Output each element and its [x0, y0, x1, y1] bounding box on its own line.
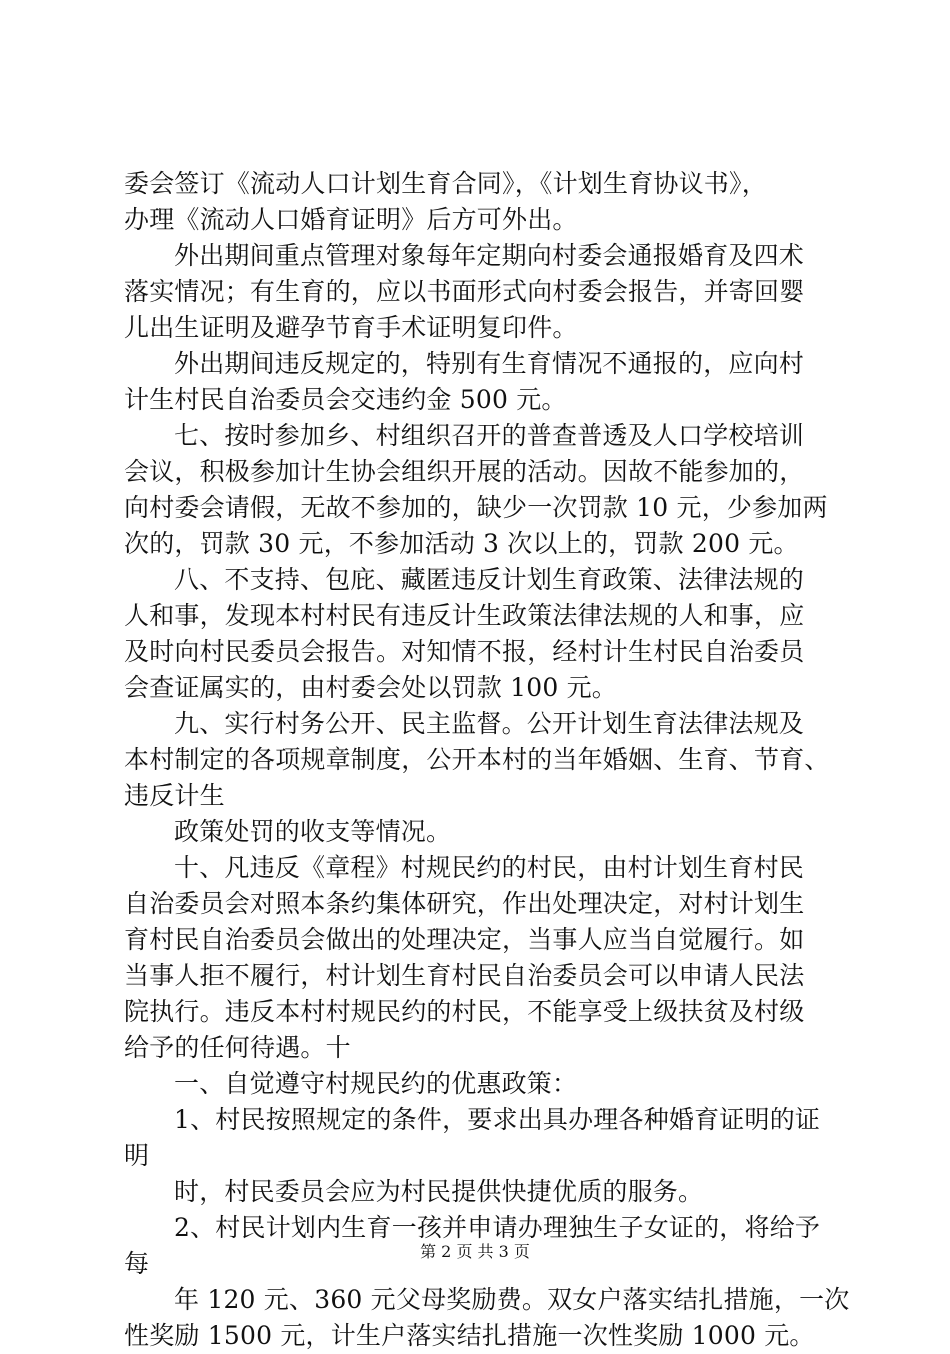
- text-line: 计生村民自治委员会交违约金 500 元。: [124, 385, 567, 414]
- text-line: 每: [124, 1249, 150, 1278]
- text-line: 会查证属实的，由村委会处以罚款 100 元。: [124, 673, 618, 702]
- text-line: 2、村民计划内生育一孩并申请办理独生子女证的，将给予: [174, 1213, 821, 1242]
- text-line: 七、按时参加乡、村组织召开的普查普透及人口学校培训: [174, 421, 805, 450]
- text-line: 委会签订《流动人口计划生育合同》，《计划生育协议书》，: [124, 169, 767, 198]
- text-line: 人和事，发现本村村民有违反计生政策法律法规的人和事，应: [124, 601, 805, 630]
- text-line: 年 120 元、360 元父母奖励费。双女户落实结扎措施，一次: [174, 1285, 850, 1314]
- page-footer: 第 2 页 共 3 页: [420, 1242, 530, 1261]
- text-line: 八、不支持、包庇、藏匿违反计划生育政策、法律法规的: [174, 565, 805, 594]
- document-body: [124, 166, 850, 1354]
- text-line: 一、自觉遵守村规民约的优惠政策：: [174, 1069, 578, 1098]
- text-line: 明: [124, 1141, 150, 1170]
- text-line: 院执行。违反本村村规民约的村民，不能享受上级扶贫及村级: [124, 997, 805, 1026]
- text-line: 当事人拒不履行，村计划生育村民自治委员会可以申请人民法: [124, 961, 805, 990]
- text-line: 自治委员会对照本条约集体研究，作出处理决定，对村计划生: [124, 889, 805, 918]
- text-line: 向村委会请假，无故不参加的，缺少一次罚款 10 元，少参加两: [124, 493, 828, 522]
- text-line: 本村制定的各项规章制度，公开本村的当年婚姻、生育、节育、: [124, 745, 830, 774]
- text-line: 时，村民委员会应为村民提供快捷优质的服务。: [174, 1177, 704, 1206]
- text-line: 办理《流动人口婚育证明》后方可外出。: [124, 205, 578, 234]
- text-line: 次的，罚款 30 元，不参加活动 3 次以上的，罚款 200 元。: [124, 529, 799, 558]
- text-line: 儿出生证明及避孕节育手术证明复印件。: [124, 313, 578, 342]
- text-line: 育村民自治委员会做出的处理决定，当事人应当自觉履行。如: [124, 925, 805, 954]
- text-line: 九、实行村务公开、民主监督。公开计划生育法律法规及: [174, 709, 805, 738]
- text-line: 外出期间重点管理对象每年定期向村委会通报婚育及四术: [174, 241, 805, 270]
- text-line: 落实情况；有生育的，应以书面形式向村委会报告，并寄回婴: [124, 277, 805, 306]
- text-line: 会议，积极参加计生协会组织开展的活动。因故不能参加的，: [124, 457, 805, 486]
- text-line: 政策处罚的收支等情况。: [174, 817, 452, 846]
- text-line: 给予的任何待遇。十: [124, 1033, 351, 1062]
- text-line: 及时向村民委员会报告。对知情不报，经村计生村民自治委员: [124, 637, 805, 666]
- text-line: 外出期间违反规定的，特别有生育情况不通报的，应向村: [174, 349, 805, 378]
- text-line: 违反计生: [124, 781, 225, 810]
- text-line: 十、凡违反《章程》村规民约的村民，由村计划生育村民: [174, 853, 805, 882]
- text-line: 1、村民按照规定的条件，要求出具办理各种婚育证明的证: [174, 1105, 821, 1134]
- text-line: 性奖励 1500 元，计生户落实结扎措施一次性奖励 1000 元。: [124, 1321, 815, 1350]
